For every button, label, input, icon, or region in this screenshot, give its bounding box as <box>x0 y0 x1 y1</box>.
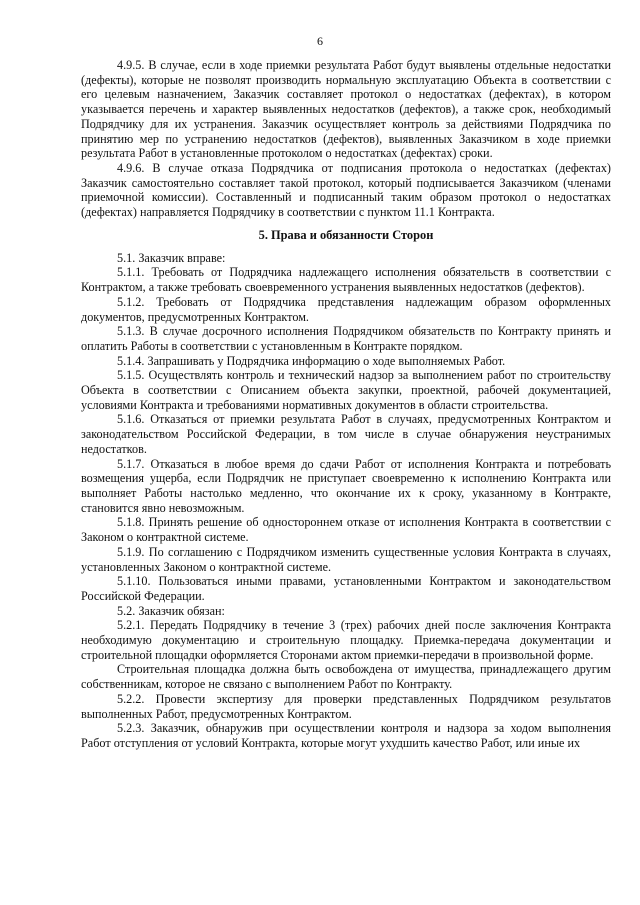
clause-5-2-3: 5.2.3. Заказчик, обнаружив при осуществлении контроля и надзора за ходом выполнения Работ отступления от условий Контракта, которые могут ухудшить качество Работ, или иные их <box>81 721 611 750</box>
clause-5-2: 5.2. Заказчик обязан: <box>117 603 225 618</box>
clause-5-2-1-note: Строительная площадка должна быть освобождена от имущества, принадлежащего другим собственникам, которое не связано с выполнением Работ по Контракту. <box>81 662 611 692</box>
clause-5-2-2: 5.2.2. Провести экспертизу для проверки представленных Подрядчиком результатов выполненных Работ, предусмотренных Контрактом. <box>81 691 611 721</box>
clause-5-1-1: 5.1.1. Требовать от Подрядчика надлежащего исполнения обязательств в соответствии с Контрактом, а также требовать своевременного устранения выявленных недостатков (дефектов). <box>81 265 611 295</box>
clause-5-2-1: 5.2.1. Передать Подрядчику в течение 3 (трех) рабочих дней после заключения Контракта необходимую документацию и строительную площадку. Приемка-передача документации и строительной площадки оформляется Сторонами актом приемки-передачи в произвольной форме. <box>81 618 611 662</box>
clause-4-9-6: 4.9.6. В случае отказа Подрядчика от подписания протокола о недостатках (дефектах) Заказчик самостоятельно составляет такой протокол, который подписывается Заказчиком (членами приемочной комиссии). Составленный и подписанный таким образом протокол о недостатках (дефектах) направляется Подрядчику в соответствии с пунктом 11.1 Контракта. <box>81 160 611 220</box>
clause-5-1-5: 5.1.5. Осуществлять контроль и технический надзор за выполнением работ по строительству Объекта в соответствии с Описанием объекта закупки, проектной, рабочей документацией, условиями Контракта и требованиями нормативных документов в области строительства. <box>81 368 611 412</box>
clause-5-1-10: 5.1.10. Пользоваться иными правами, установленными Контрактом и законодательством Российской Федерации. <box>81 574 611 603</box>
clause-5-1-3: 5.1.3. В случае досрочного исполнения Подрядчиком обязательств по Контракту принять и оплатить Работы в соответствии с установленным в Контракте порядком. <box>81 324 611 353</box>
clause-5-1: 5.1. Заказчик вправе: <box>117 250 226 265</box>
section-heading: 5. Права и обязанности Сторон <box>258 227 434 242</box>
clause-4-9-5: 4.9.5. В случае, если в ходе приемки результата Работ будут выявлены отдельные недостатки (дефекты), которые не позволят производить нормальную эксплуатацию Объекта в соответствии с его целевым назначением, Заказчик составляет протокол о недостатках (дефектах), в котором указывается перечень и характер выявленных недостатков (дефектов), а также срок, необходимый Подрядчику для их устранения. Заказчик осуществляет контроль за действиями Подрядчика по принятию мер по устранению недостатков (дефектов), выявленных Заказчиком в ходе приемки результата Работ в установленные протоколом о недостатках (дефектах) сроки. <box>81 58 611 161</box>
clause-5-1-9: 5.1.9. По соглашению с Подрядчиком изменить существенные условия Контракта в случаях, установленных Законом о контрактной системе. <box>81 544 611 574</box>
clause-5-1-4: 5.1.4. Запрашивать у Подрядчика информацию о ходе выполняемых Работ. <box>117 353 506 368</box>
clause-5-1-6: 5.1.6. Отказаться от приемки результата Работ в случаях, предусмотренных Контрактом и законодательством Российской Федерации, в том числе в случае обнаружения неустранимых недостатков. <box>81 412 611 456</box>
clause-5-1-2: 5.1.2. Требовать от Подрядчика представления надлежащим образом оформленных документов, предусмотренных Контрактом. <box>81 294 611 324</box>
clause-5-1-7: 5.1.7. Отказаться в любое время до сдачи Работ от исполнения Контракта и потребовать возмещения ущерба, если Подрядчик не приступает своевременно к исполнению Контракта или выполняет Работы настолько медленно, что окончание их к сроку, указанному в Контракте, становится явно невозможным. <box>81 456 611 515</box>
page-number: 6 <box>317 34 323 48</box>
clause-5-1-8: 5.1.8. Принять решение об одностороннем отказе от исполнения Контракта в соответствии с Законом о контрактной системе. <box>81 515 611 545</box>
document-body <box>81 58 611 751</box>
